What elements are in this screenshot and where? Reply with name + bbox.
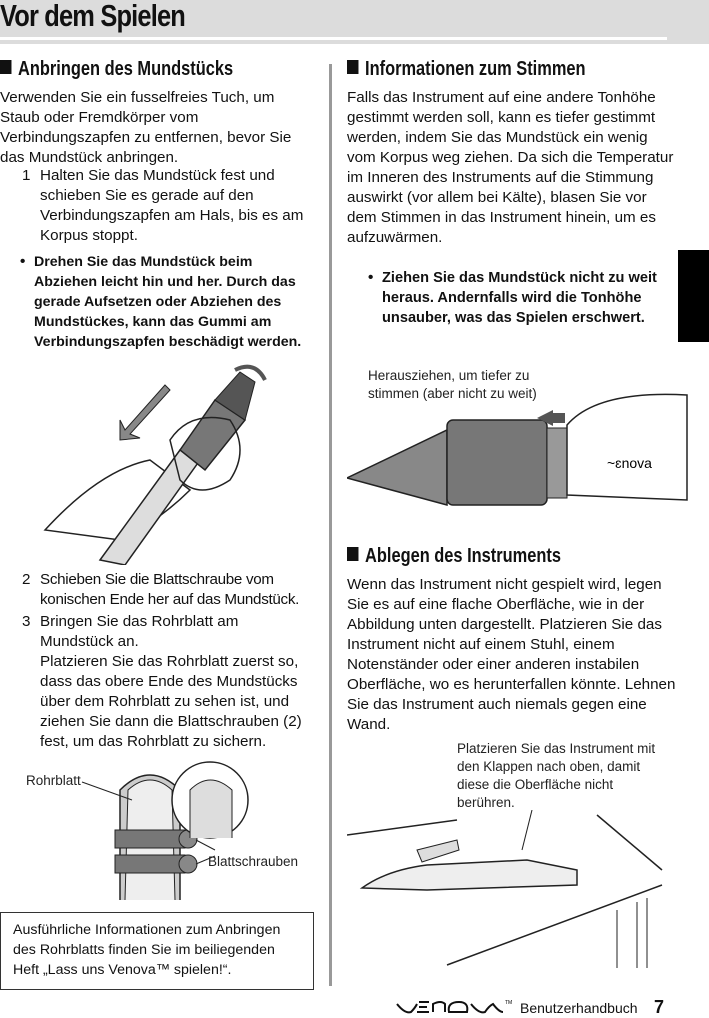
mouthpiece-attach-illustration bbox=[40, 360, 290, 565]
svg-text:TM: TM bbox=[505, 1000, 513, 1006]
manual-label: Benutzerhandbuch bbox=[520, 1000, 638, 1016]
info-box bbox=[0, 912, 314, 990]
column-divider bbox=[329, 64, 332, 986]
info-box-text: Ausführliche Informationen zum Anbringen des Rohrblatts finden Sie im beiliegenden Heft „Lass uns Venova™ spielen!“. bbox=[13, 922, 281, 978]
step-number: 2 bbox=[22, 571, 31, 588]
step-3: Bringen Sie das Rohrblatt am Mundstück an. bbox=[40, 613, 239, 650]
step-1: Halten Sie das Mundstück fest und schieben Sie es gerade auf den Verbindungszapfen am Hals, bis es am Korpus stoppt. bbox=[40, 167, 304, 244]
page-number: 7 bbox=[654, 997, 665, 1017]
page-title: Vor dem Spielen bbox=[0, 0, 185, 33]
tuning-illustration bbox=[347, 380, 697, 520]
step-3-detail: Platzieren Sie das Rohrblatt zuerst so, dass das obere Ende des Mundstücks über dem Rohrblatt zu sehen ist, und ziehen Sie dann die Blattschrauben (2) fest, um das Rohrblatt zu sichern. bbox=[40, 653, 302, 750]
heading-tuning bbox=[347, 58, 586, 81]
tuning-caption: Herausziehen, um tiefer zu stimmen (aber nicht zu weit) bbox=[368, 368, 537, 401]
bullet: • bbox=[20, 253, 26, 270]
step-number: 3 bbox=[22, 613, 31, 630]
svg-text:~ɛnova: ~ɛnova bbox=[607, 455, 652, 471]
venova-logo bbox=[395, 998, 515, 1016]
label-reed: Rohrblatt bbox=[26, 773, 81, 788]
step-number: 1 bbox=[22, 167, 31, 184]
storage-caption: Platzieren Sie das Instrument mit den Klappen nach oben, damit diese die Oberfläche nicht berühren. bbox=[457, 741, 656, 810]
header-rule bbox=[0, 37, 667, 40]
step-2: Schieben Sie die Blattschraube vom konischen Ende her auf das Mundstück. bbox=[40, 571, 300, 608]
section-tab bbox=[678, 250, 709, 342]
heading-text: Informationen zum Stimmen bbox=[365, 58, 586, 80]
heading-text: Anbringen des Mundstücks bbox=[18, 58, 234, 80]
storage-text: Wenn das Instrument nicht gespielt wird, legen Sie es auf eine flache Oberfläche, wie in der Abbildung unten dargestellt. Platzieren Sie das Instrument nicht auf einem Stuhl, einem Notenständer oder einer anderen instabilen Oberfläche, wo es herunterfallen könnte. Lehnen Sie das Instrument auch niemals gegen eine Wand. bbox=[347, 576, 676, 733]
square-bullet-icon bbox=[347, 60, 358, 74]
intro-text: Verwenden Sie ein fusselfreies Tuch, um Staub oder Fremdkörper vom Verbindungszapfen zu entfernen, bevor Sie das Mundstück anbringen. bbox=[0, 89, 292, 166]
storage-illustration bbox=[347, 810, 667, 970]
page-header bbox=[0, 0, 709, 44]
label-screws: Blattschrauben bbox=[208, 854, 299, 869]
bullet: • bbox=[368, 269, 374, 286]
square-bullet-icon bbox=[347, 547, 358, 561]
heading-mouthpiece bbox=[0, 58, 233, 81]
tuning-text: Falls das Instrument auf eine andere Tonhöhe gestimmt werden soll, kann es tiefer gestimmt werden, indem Sie das Mundstück ein wenig vom Korpus weg ziehen. Da sich die Temperatur im Inneren des Instruments auf die Stimmung auswirkt (vor allem bei Kälte), blasen Sie vor dem Stimmen in das Instrument hinein, um es aufzuwärmen. bbox=[347, 89, 674, 246]
warning-note: Drehen Sie das Mundstück beim Abziehen leicht hin und her. Durch das gerade Aufsetzen oder Abziehen des Mundstückes, kann das Gummi am Verbindungszapfen beschädigt werden. bbox=[34, 254, 302, 350]
tuning-note: Ziehen Sie das Mundstück nicht zu weit heraus. Andernfalls wird die Tonhöhe unsauber, was das Spielen erschwert. bbox=[382, 270, 657, 326]
heading-storage bbox=[347, 545, 561, 568]
footer bbox=[520, 1000, 638, 1016]
square-bullet-icon bbox=[0, 60, 11, 74]
heading-text: Ablegen des Instruments bbox=[365, 545, 561, 567]
